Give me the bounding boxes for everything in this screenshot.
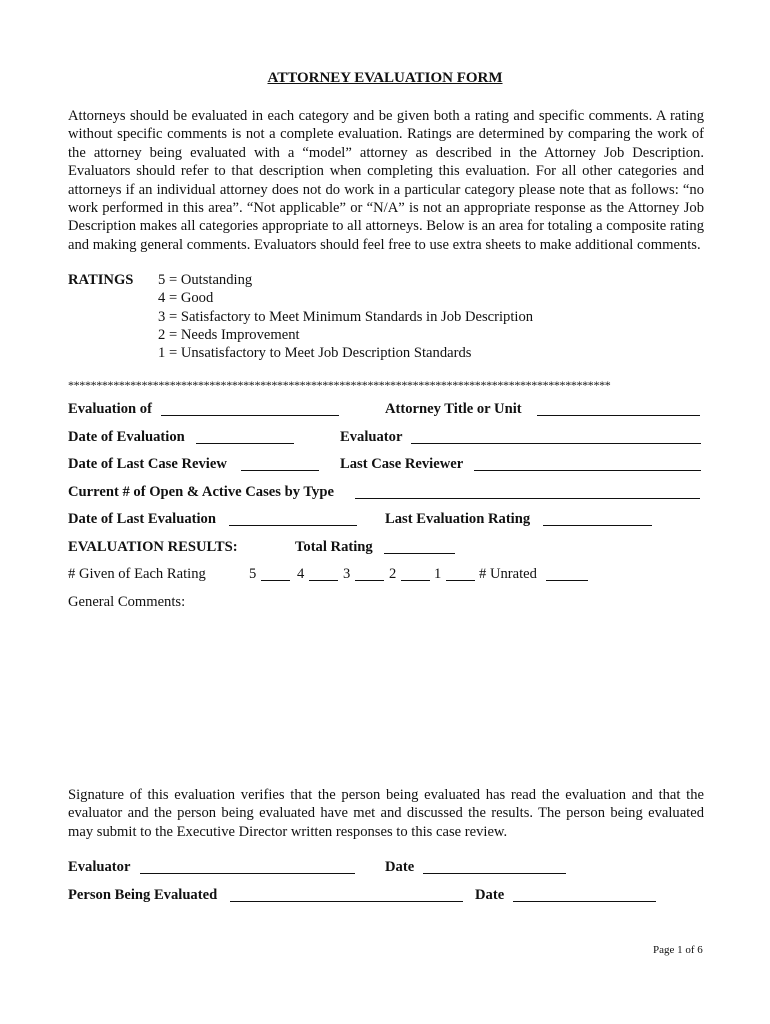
general-comments-area[interactable]	[68, 616, 704, 776]
attorney-title-field[interactable]	[537, 415, 700, 416]
rating-item-3: 3 = Satisfactory to Meet Minimum Standards in Job Description	[158, 309, 534, 325]
rating-5-field[interactable]	[261, 580, 290, 581]
page-number: Page 1 of 6	[653, 944, 703, 956]
separator-line: ************************************************************************************************	[68, 378, 611, 392]
ratings-heading: RATINGS	[68, 272, 134, 288]
rating-3-label: 3	[343, 566, 351, 582]
open-active-cases-label: Current # of Open & Active Cases by Type	[68, 484, 334, 500]
rating-2-field[interactable]	[401, 580, 430, 581]
signature-evaluator-label: Evaluator	[68, 859, 131, 875]
rating-item-1: 1 = Unsatisfactory to Meet Job Description Standards	[158, 345, 472, 361]
signature-evaluator-field[interactable]	[140, 873, 355, 874]
evaluation-of-label: Evaluation of	[68, 401, 152, 417]
signature-date-2-field[interactable]	[513, 901, 656, 902]
form-title: ATTORNEY EVALUATION FORM	[267, 70, 503, 86]
last-evaluation-rating-field[interactable]	[543, 525, 652, 526]
intro-paragraph: Attorneys should be evaluated in each category and be given both a rating and specific comments. A rating without specific comments is not a complete evaluation. Ratings are determined by comparing the work of the attorney being evaluated with a “model” attorney as described in the Attorney Job Description. Evaluators should refer to that description when completing this evaluation. For all other categories and attorneys if an individual attorney does not do work in a particular category please note that as follows: “no work performed in this area”. “Not applicable” or “N/A” is not an appropriate response as the Attorney Job Description makes all categories appropriate to all attorneys. Below is an area for totaling a composite rating and making general comments. Evaluators should feel free to use extra sheets to make additional comments.	[68, 108, 704, 253]
signature-paragraph: Signature of this evaluation verifies that the person being evaluated has read the evaluation and that the evaluator and the person being evaluated have met and discussed the results. The person being evaluated may submit to the Executive Director written responses to this case review.	[68, 787, 704, 840]
date-last-case-review-field[interactable]	[241, 470, 319, 471]
signature-date-2-label: Date	[475, 887, 505, 903]
rating-2-label: 2	[389, 566, 397, 582]
given-each-rating-label: # Given of Each Rating	[68, 566, 206, 582]
last-evaluation-rating-label: Last Evaluation Rating	[385, 511, 531, 527]
date-last-case-review-label: Date of Last Case Review	[68, 456, 227, 472]
evaluation-of-field[interactable]	[161, 415, 339, 416]
rating-4-label: 4	[297, 566, 305, 582]
general-comments-label: General Comments:	[68, 594, 186, 610]
evaluator-label: Evaluator	[340, 429, 403, 445]
date-of-evaluation-field[interactable]	[196, 443, 294, 444]
rating-1-field[interactable]	[446, 580, 475, 581]
date-of-evaluation-label: Date of Evaluation	[68, 429, 185, 445]
total-rating-field[interactable]	[384, 553, 455, 554]
total-rating-label: Total Rating	[295, 539, 373, 555]
rating-1-label: 1	[434, 566, 442, 582]
evaluator-field[interactable]	[411, 443, 701, 444]
attorney-title-label: Attorney Title or Unit	[385, 401, 522, 417]
unrated-field[interactable]	[546, 580, 588, 581]
rating-4-field[interactable]	[309, 580, 338, 581]
date-last-evaluation-label: Date of Last Evaluation	[68, 511, 216, 527]
rating-item-5: 5 = Outstanding	[158, 272, 253, 288]
person-evaluated-label: Person Being Evaluated	[68, 887, 218, 903]
evaluation-results-label: EVALUATION RESULTS:	[68, 539, 238, 555]
rating-5-label: 5	[249, 566, 257, 582]
signature-date-1-label: Date	[385, 859, 415, 875]
rating-item-4: 4 = Good	[158, 290, 214, 306]
signature-date-1-field[interactable]	[423, 873, 566, 874]
last-case-reviewer-label: Last Case Reviewer	[340, 456, 464, 472]
rating-3-field[interactable]	[355, 580, 384, 581]
date-last-evaluation-field[interactable]	[229, 525, 357, 526]
person-evaluated-field[interactable]	[230, 901, 463, 902]
open-active-cases-field[interactable]	[355, 498, 700, 499]
last-case-reviewer-field[interactable]	[474, 470, 701, 471]
unrated-label: # Unrated	[479, 566, 537, 582]
rating-item-2: 2 = Needs Improvement	[158, 327, 300, 343]
